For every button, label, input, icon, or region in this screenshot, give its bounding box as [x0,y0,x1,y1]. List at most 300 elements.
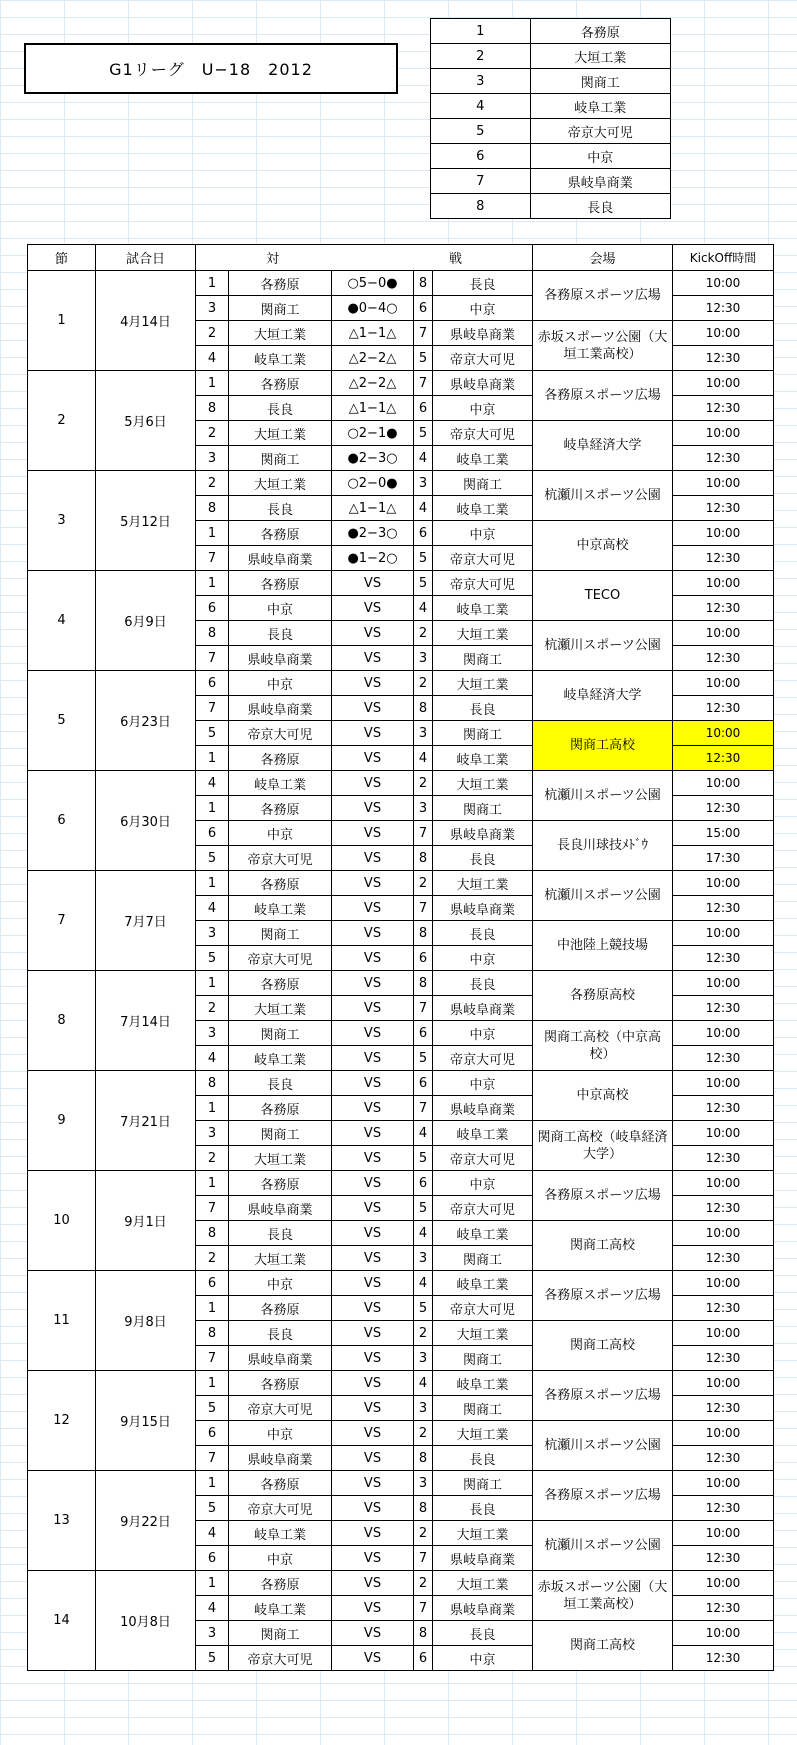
home-team-name: 帝京大可児 [229,721,332,746]
venue-name: 関商工高校（中京高校） [533,1021,673,1071]
match-result: VS [332,1021,414,1046]
match-result: VS [332,971,414,996]
home-team-name: 帝京大可児 [229,1646,332,1671]
away-team-number: 6 [414,396,433,421]
match-result: △1−1△ [332,321,414,346]
match-result: VS [332,671,414,696]
away-team-number: 2 [414,1321,433,1346]
match-date: 6月9日 [96,571,196,671]
away-team-name: 長良 [433,971,533,996]
match-row [28,671,774,696]
home-team-name: 県岐阜商業 [229,1446,332,1471]
away-team-name: 中京 [433,946,533,971]
kickoff-time: 12:30 [673,1096,774,1121]
kickoff-time: 10:00 [673,1371,774,1396]
away-team-name: 長良 [433,1496,533,1521]
away-team-name: 中京 [433,1171,533,1196]
kickoff-time: 10:00 [673,971,774,996]
away-team-number: 3 [414,796,433,821]
home-team-name: 中京 [229,596,332,621]
match-result: △2−2△ [332,346,414,371]
home-team-name: 中京 [229,1271,332,1296]
away-team-name: 中京 [433,396,533,421]
home-team-number: 1 [196,746,229,771]
venue-name: 岐阜経済大学 [533,671,673,721]
home-team-name: 各務原 [229,796,332,821]
match-date: 9月8日 [96,1271,196,1371]
away-team-number: 2 [414,671,433,696]
home-team-number: 5 [196,846,229,871]
away-team-number: 3 [414,646,433,671]
home-team-name: 各務原 [229,1571,332,1596]
team-number: 3 [431,69,531,94]
match-date: 10月8日 [96,1571,196,1671]
round-number: 6 [28,771,96,871]
away-team-name: 大垣工業 [433,1421,533,1446]
away-team-name: 長良 [433,1621,533,1646]
home-team-name: 長良 [229,1221,332,1246]
home-team-name: 岐阜工業 [229,771,332,796]
venue-name: 長良川球技ﾒﾄﾞｳ [533,821,673,871]
away-team-number: 7 [414,896,433,921]
match-result: VS [332,996,414,1021]
team-name: 帝京大可児 [530,119,670,144]
home-team-name: 長良 [229,1321,332,1346]
match-result: ●2−3○ [332,446,414,471]
kickoff-time: 12:30 [673,646,774,671]
kickoff-time: 10:00 [673,771,774,796]
away-team-number: 3 [414,1396,433,1421]
round-number: 14 [28,1571,96,1671]
away-team-number: 3 [414,1346,433,1371]
match-result: VS [332,1271,414,1296]
round-number: 13 [28,1471,96,1571]
away-team-number: 8 [414,921,433,946]
kickoff-time: 10:00 [673,1171,774,1196]
home-team-number: 4 [196,346,229,371]
away-team-name: 岐阜工業 [433,596,533,621]
match-result: VS [332,1346,414,1371]
away-team-number: 3 [414,1471,433,1496]
match-row [28,371,774,396]
match-row [28,1171,774,1196]
away-team-name: 帝京大可児 [433,421,533,446]
match-row [28,471,774,496]
round-number: 8 [28,971,96,1071]
home-team-name: 県岐阜商業 [229,1346,332,1371]
home-team-number: 6 [196,1421,229,1446]
home-team-number: 3 [196,1021,229,1046]
kickoff-time: 10:00 [673,1571,774,1596]
away-team-name: 大垣工業 [433,1571,533,1596]
away-team-name: 長良 [433,696,533,721]
kickoff-time: 12:30 [673,1146,774,1171]
team-name: 関商工 [530,69,670,94]
kickoff-time: 10:00 [673,921,774,946]
match-date: 7月7日 [96,871,196,971]
kickoff-time: 10:00 [673,721,774,746]
kickoff-time: 10:00 [673,321,774,346]
team-name: 長良 [530,194,670,219]
match-result: △1−1△ [332,396,414,421]
away-team-number: 7 [414,321,433,346]
home-team-number: 6 [196,821,229,846]
match-result: VS [332,1071,414,1096]
home-team-number: 4 [196,771,229,796]
away-team-name: 県岐阜商業 [433,896,533,921]
home-team-name: 関商工 [229,921,332,946]
match-result: VS [332,696,414,721]
home-team-name: 帝京大可児 [229,1396,332,1421]
team-row [431,94,671,119]
kickoff-time: 12:30 [673,1196,774,1221]
kickoff-time: 12:30 [673,596,774,621]
match-result: ○2−1● [332,421,414,446]
match-result: VS [332,621,414,646]
away-team-number: 5 [414,546,433,571]
kickoff-time: 10:00 [673,271,774,296]
away-team-name: 岐阜工業 [433,1121,533,1146]
away-team-name: 県岐阜商業 [433,371,533,396]
header-match-a: 対 [266,252,280,267]
home-team-name: 関商工 [229,296,332,321]
round-number: 2 [28,371,96,471]
home-team-number: 1 [196,971,229,996]
away-team-name: 中京 [433,296,533,321]
home-team-name: 長良 [229,496,332,521]
kickoff-time: 12:30 [673,1046,774,1071]
away-team-number: 3 [414,471,433,496]
team-number: 8 [431,194,531,219]
home-team-name: 県岐阜商業 [229,646,332,671]
header-match-b: 戦 [448,252,462,267]
match-date: 7月21日 [96,1071,196,1171]
match-date: 9月15日 [96,1371,196,1471]
venue-name: 杭瀬川スポーツ公園 [533,1421,673,1471]
away-team-number: 4 [414,596,433,621]
venue-name: 各務原スポーツ広場 [533,271,673,321]
venue-name: 各務原スポーツ広場 [533,1171,673,1221]
match-result: △1−1△ [332,496,414,521]
home-team-name: 関商工 [229,1121,332,1146]
team-name: 県岐阜商業 [530,169,670,194]
match-row [28,1471,774,1496]
kickoff-time: 12:30 [673,696,774,721]
home-team-name: 各務原 [229,371,332,396]
venue-name: 関商工高校 [533,721,673,771]
away-team-number: 6 [414,1021,433,1046]
home-team-number: 2 [196,1246,229,1271]
kickoff-time: 10:00 [673,621,774,646]
kickoff-time: 12:30 [673,396,774,421]
home-team-number: 5 [196,1496,229,1521]
away-team-number: 6 [414,296,433,321]
kickoff-time: 12:30 [673,546,774,571]
away-team-number: 6 [414,1646,433,1671]
away-team-number: 7 [414,996,433,1021]
home-team-name: 岐阜工業 [229,1046,332,1071]
home-team-number: 1 [196,1371,229,1396]
match-result: VS [332,1046,414,1071]
venue-name: 杭瀬川スポーツ公園 [533,871,673,921]
away-team-name: 県岐阜商業 [433,1096,533,1121]
kickoff-time: 12:30 [673,1446,774,1471]
home-team-number: 2 [196,996,229,1021]
away-team-name: 帝京大可児 [433,546,533,571]
home-team-name: 帝京大可児 [229,946,332,971]
match-result: VS [332,1646,414,1671]
away-team-number: 5 [414,421,433,446]
away-team-name: 中京 [433,521,533,546]
match-date: 9月1日 [96,1171,196,1271]
home-team-name: 中京 [229,821,332,846]
kickoff-time: 17:30 [673,846,774,871]
away-team-name: 岐阜工業 [433,446,533,471]
header-date: 試合日 [96,245,196,271]
away-team-number: 4 [414,1221,433,1246]
round-number: 3 [28,471,96,571]
venue-name: 各務原スポーツ広場 [533,1271,673,1321]
home-team-name: 県岐阜商業 [229,696,332,721]
kickoff-time: 12:30 [673,746,774,771]
match-result: VS [332,1221,414,1246]
home-team-name: 県岐阜商業 [229,1196,332,1221]
home-team-name: 各務原 [229,1296,332,1321]
away-team-number: 4 [414,446,433,471]
away-team-name: 帝京大可児 [433,1196,533,1221]
kickoff-time: 12:30 [673,996,774,1021]
home-team-name: 各務原 [229,1471,332,1496]
away-team-number: 8 [414,1621,433,1646]
match-row [28,1071,774,1096]
match-result: VS [332,1496,414,1521]
away-team-number: 5 [414,571,433,596]
away-team-name: 関商工 [433,1246,533,1271]
match-result: VS [332,1121,414,1146]
away-team-name: 中京 [433,1071,533,1096]
home-team-name: 各務原 [229,971,332,996]
kickoff-time: 10:00 [673,1271,774,1296]
match-result: VS [332,1371,414,1396]
away-team-number: 2 [414,621,433,646]
header-kickoff: KickOff時間 [673,245,774,271]
away-team-number: 8 [414,1496,433,1521]
kickoff-time: 12:30 [673,1496,774,1521]
away-team-name: 大垣工業 [433,1521,533,1546]
header-row [28,245,774,271]
venue-name: 各務原高校 [533,971,673,1021]
away-team-number: 2 [414,1521,433,1546]
home-team-number: 8 [196,496,229,521]
away-team-number: 7 [414,821,433,846]
match-result: VS [332,1421,414,1446]
kickoff-time: 12:30 [673,946,774,971]
team-name: 中京 [530,144,670,169]
home-team-number: 8 [196,1321,229,1346]
kickoff-time: 12:30 [673,496,774,521]
away-team-name: 関商工 [433,646,533,671]
away-team-number: 6 [414,521,433,546]
away-team-number: 8 [414,271,433,296]
venue-name: 中池陸上競技場 [533,921,673,971]
home-team-number: 5 [196,1396,229,1421]
kickoff-time: 12:30 [673,296,774,321]
match-row [28,271,774,296]
team-number: 6 [431,144,531,169]
venue-name: 関商工高校 [533,1221,673,1271]
match-result: VS [332,1596,414,1621]
page-title: G1リーグ U−18 2012 [24,43,398,94]
home-team-name: 岐阜工業 [229,1521,332,1546]
match-result: VS [332,921,414,946]
home-team-name: 岐阜工業 [229,346,332,371]
round-number: 4 [28,571,96,671]
team-number: 1 [431,19,531,44]
away-team-number: 7 [414,1096,433,1121]
match-date: 6月30日 [96,771,196,871]
kickoff-time: 12:30 [673,896,774,921]
home-team-name: 岐阜工業 [229,1596,332,1621]
home-team-number: 3 [196,921,229,946]
away-team-name: 大垣工業 [433,1321,533,1346]
match-row [28,1571,774,1596]
away-team-name: 帝京大可児 [433,1046,533,1071]
home-team-name: 各務原 [229,521,332,546]
away-team-name: 関商工 [433,1396,533,1421]
kickoff-time: 12:30 [673,796,774,821]
home-team-number: 3 [196,446,229,471]
match-result: ●1−2○ [332,546,414,571]
away-team-name: 大垣工業 [433,671,533,696]
match-date: 9月22日 [96,1471,196,1571]
venue-name: 杭瀬川スポーツ公園 [533,471,673,521]
kickoff-time: 12:30 [673,1246,774,1271]
away-team-name: 帝京大可児 [433,571,533,596]
venue-name: 中京高校 [533,1071,673,1121]
away-team-number: 5 [414,346,433,371]
venue-name: 赤坂スポーツ公園（大垣工業高校） [533,321,673,371]
home-team-name: 各務原 [229,871,332,896]
home-team-number: 1 [196,871,229,896]
kickoff-time: 12:30 [673,1546,774,1571]
kickoff-time: 12:30 [673,1646,774,1671]
schedule-table [27,244,774,1671]
team-name: 岐阜工業 [530,94,670,119]
away-team-number: 2 [414,871,433,896]
home-team-name: 関商工 [229,446,332,471]
away-team-number: 3 [414,1246,433,1271]
match-row [28,771,774,796]
venue-name: 杭瀬川スポーツ公園 [533,1521,673,1571]
round-number: 10 [28,1171,96,1271]
match-result: VS [332,1471,414,1496]
away-team-name: 県岐阜商業 [433,1596,533,1621]
round-number: 12 [28,1371,96,1471]
home-team-name: 大垣工業 [229,421,332,446]
home-team-number: 1 [196,1471,229,1496]
home-team-number: 7 [196,696,229,721]
team-list [430,18,671,219]
away-team-name: 中京 [433,1646,533,1671]
home-team-number: 1 [196,1096,229,1121]
venue-name: 杭瀬川スポーツ公園 [533,771,673,821]
kickoff-time: 12:30 [673,346,774,371]
away-team-name: 大垣工業 [433,621,533,646]
team-row [431,69,671,94]
home-team-name: 各務原 [229,746,332,771]
home-team-name: 各務原 [229,1171,332,1196]
kickoff-time: 10:00 [673,1421,774,1446]
home-team-name: 大垣工業 [229,1146,332,1171]
match-date: 4月14日 [96,271,196,371]
kickoff-time: 10:00 [673,1621,774,1646]
away-team-number: 8 [414,696,433,721]
header-venue: 会場 [533,245,673,271]
away-team-number: 7 [414,371,433,396]
match-date: 7月14日 [96,971,196,1071]
match-row [28,571,774,596]
match-result: VS [332,1096,414,1121]
match-date: 6月23日 [96,671,196,771]
kickoff-time: 10:00 [673,1221,774,1246]
home-team-number: 1 [196,571,229,596]
team-number: 5 [431,119,531,144]
home-team-name: 長良 [229,1071,332,1096]
home-team-number: 5 [196,721,229,746]
team-number: 2 [431,44,531,69]
venue-name: TECO [533,571,673,621]
home-team-number: 4 [196,1046,229,1071]
kickoff-time: 10:00 [673,1021,774,1046]
home-team-name: 大垣工業 [229,996,332,1021]
team-row [431,119,671,144]
home-team-number: 4 [196,896,229,921]
venue-name: 杭瀬川スポーツ公園 [533,621,673,671]
home-team-number: 1 [196,1571,229,1596]
kickoff-time: 12:30 [673,1396,774,1421]
home-team-name: 各務原 [229,271,332,296]
kickoff-time: 10:00 [673,521,774,546]
away-team-number: 8 [414,846,433,871]
match-result: ○5−0● [332,271,414,296]
home-team-name: 中京 [229,1546,332,1571]
kickoff-time: 12:30 [673,1596,774,1621]
kickoff-time: 10:00 [673,471,774,496]
away-team-name: 岐阜工業 [433,1271,533,1296]
venue-name: 赤坂スポーツ公園（大垣工業高校） [533,1571,673,1621]
match-result: VS [332,1621,414,1646]
kickoff-time: 10:00 [673,1071,774,1096]
match-result: VS [332,1196,414,1221]
away-team-name: 関商工 [433,471,533,496]
home-team-number: 6 [196,1271,229,1296]
away-team-number: 5 [414,1296,433,1321]
home-team-name: 帝京大可児 [229,1496,332,1521]
home-team-number: 3 [196,1121,229,1146]
home-team-number: 7 [196,1196,229,1221]
kickoff-time: 10:00 [673,1471,774,1496]
home-team-number: 1 [196,796,229,821]
venue-name: 中京高校 [533,521,673,571]
venue-name: 岐阜経済大学 [533,421,673,471]
home-team-name: 中京 [229,671,332,696]
match-row [28,1271,774,1296]
match-result: VS [332,1571,414,1596]
team-row [431,144,671,169]
home-team-name: 大垣工業 [229,471,332,496]
kickoff-time: 10:00 [673,671,774,696]
home-team-name: 大垣工業 [229,321,332,346]
